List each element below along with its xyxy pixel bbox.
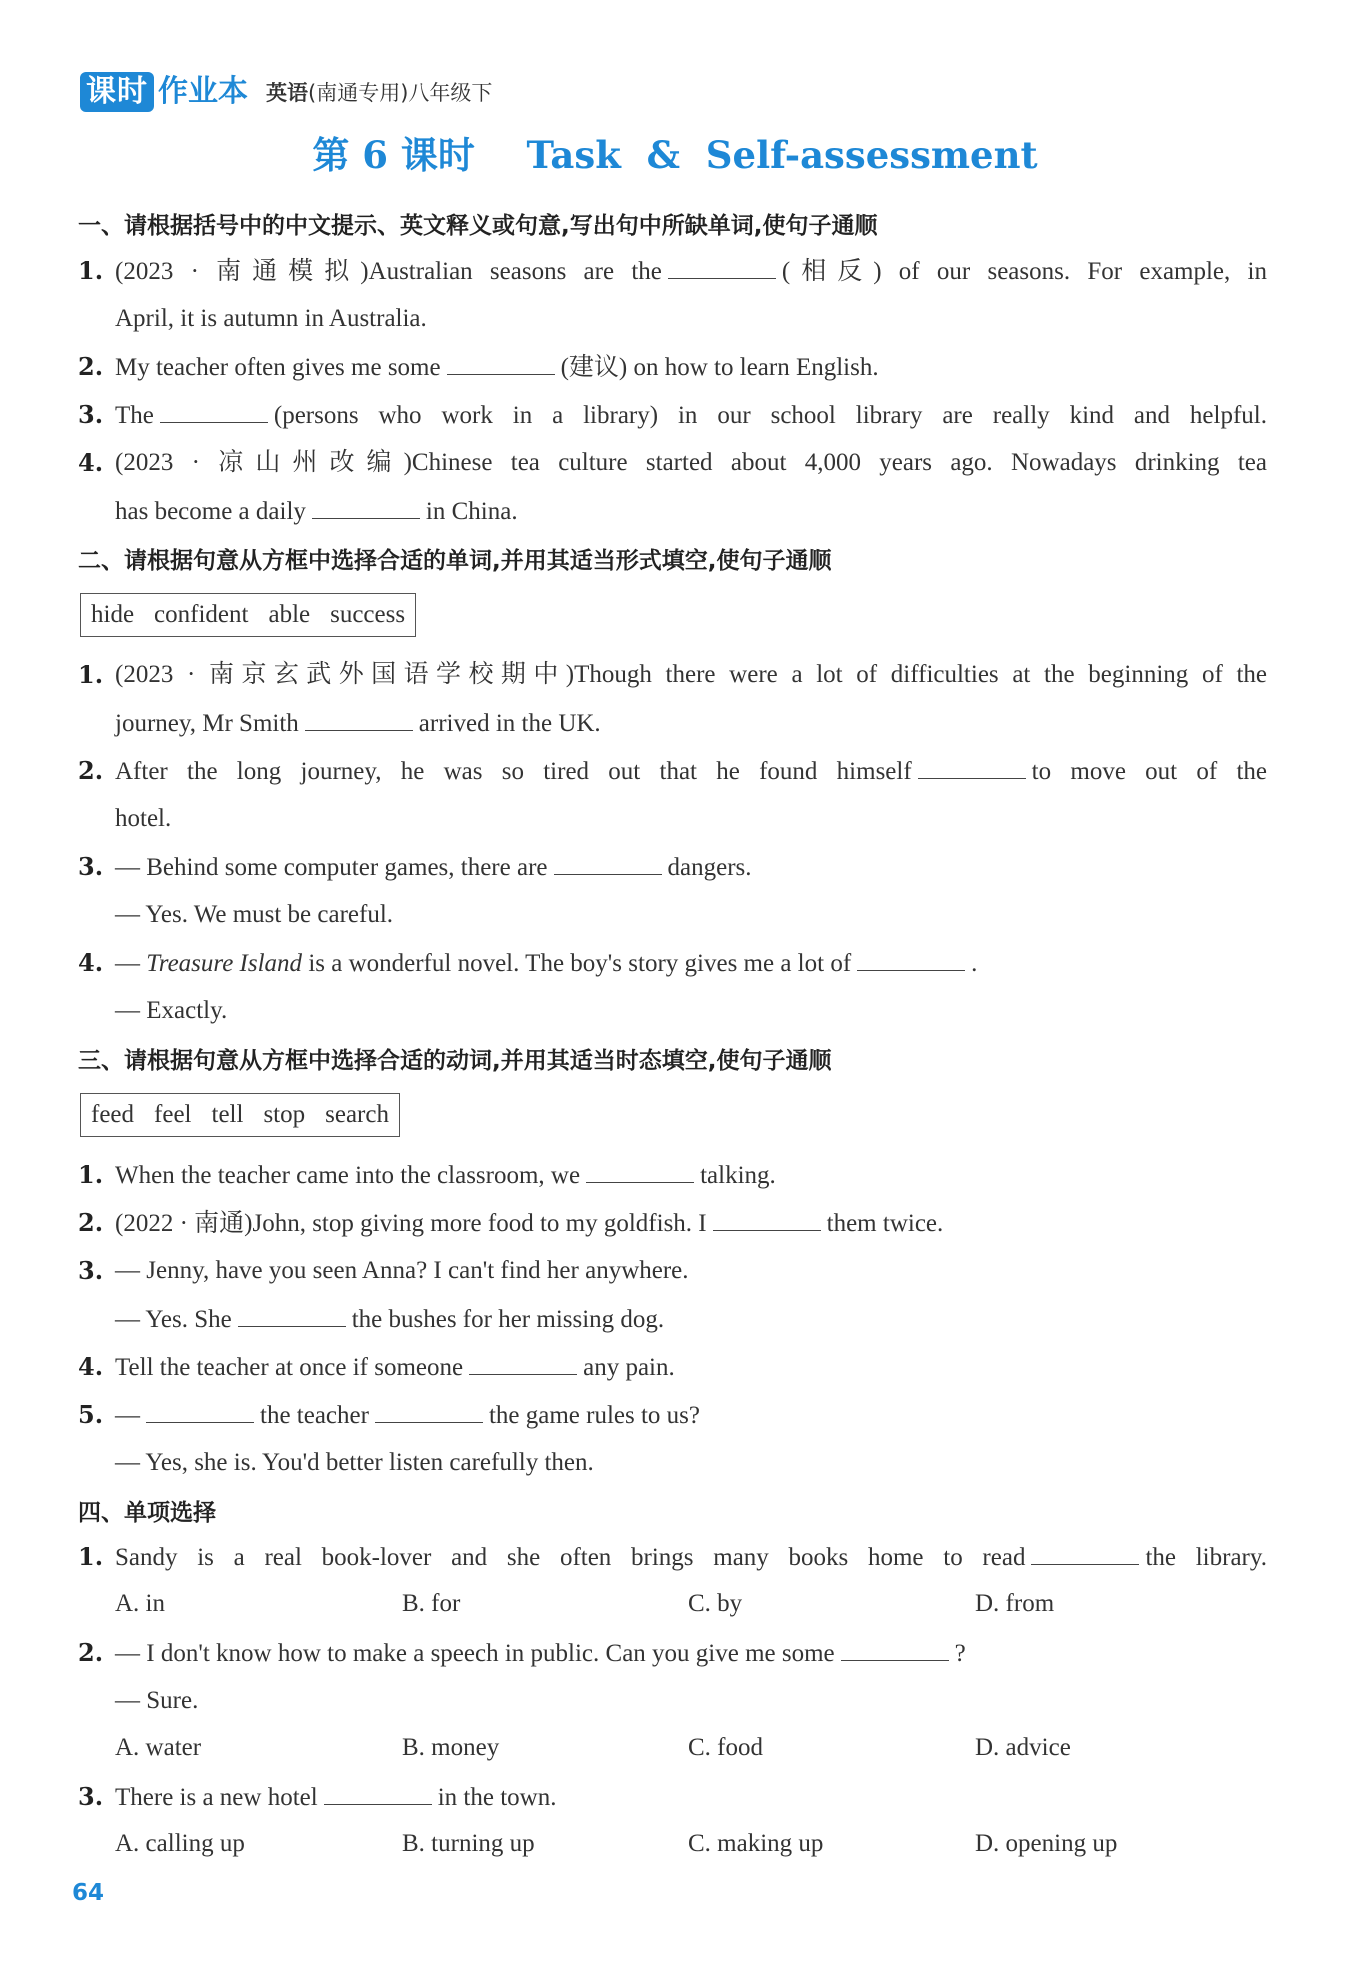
s1-q3-number: 3. (78, 400, 104, 429)
s4-q2-line2: — Sure. (115, 1687, 199, 1714)
logo-text: 作业本 (158, 74, 248, 109)
answer-blank[interactable] (160, 400, 268, 423)
answer-blank[interactable] (1031, 1542, 1139, 1565)
s3-q4-line: Tell the teacher at once if someone any pain. (115, 1354, 675, 1381)
s4-q2-option-c[interactable]: C. food (688, 1734, 763, 1761)
answer-blank[interactable] (375, 1400, 483, 1423)
s1-q1-line1: (2023 · 南通模拟)Australian seasons are the (相反) of our seasons. For example, in (115, 258, 1267, 285)
s2-q2-number: 2. (78, 756, 104, 785)
s1-q2-line: My teacher often gives me some (建议) on how to learn English. (115, 354, 879, 381)
answer-blank[interactable] (586, 1160, 694, 1183)
lesson-title: 第 6 课时 Task & Self-assessment (312, 133, 1038, 177)
s3-q5-number: 5. (78, 1400, 104, 1429)
s4-q3-option-b[interactable]: B. turning up (402, 1830, 535, 1857)
word-option: feel (154, 1101, 192, 1128)
s4-q1-option-d[interactable]: D. from (975, 1590, 1055, 1617)
s2-q1-line2: journey, Mr Smith arrived in the UK. (115, 710, 601, 737)
s3-q1-line: When the teacher came into the classroom, we talking. (115, 1162, 776, 1189)
s4-q3-option-d[interactable]: D. opening up (975, 1830, 1118, 1857)
s4-q1-option-a[interactable]: A. in (115, 1590, 165, 1617)
s4-q2-option-d[interactable]: D. advice (975, 1734, 1071, 1761)
s4-q2-option-b[interactable]: B. money (402, 1734, 500, 1761)
s4-q3-option-c[interactable]: C. making up (688, 1830, 824, 1857)
section-1-heading: 一、请根据括号中的中文提示、英文释义或句意,写出句中所缺单词,使句子通顺 (78, 213, 878, 239)
s2-q4-line2: — Exactly. (115, 997, 228, 1024)
answer-blank[interactable] (713, 1208, 821, 1231)
page-number: 64 (72, 1880, 105, 1906)
answer-blank[interactable] (857, 948, 965, 971)
s1-q4-number: 4. (78, 448, 104, 477)
answer-blank[interactable] (447, 352, 555, 375)
subject-label: 英语(南通专用)八年级下 (266, 81, 493, 105)
answer-blank[interactable] (554, 852, 662, 875)
s2-q1-line1: (2023 · 南京玄武外国语学校期中)Though there were a lot of difficulties at the beginning of the (115, 661, 1267, 688)
word-box-2 (80, 593, 416, 637)
word-option: hide (91, 601, 135, 628)
s3-q4-number: 4. (78, 1352, 104, 1381)
answer-blank[interactable] (146, 1400, 254, 1423)
novel-title: Treasure Island (146, 950, 303, 977)
s2-q3-line2: — Yes. We must be careful. (115, 901, 394, 928)
s2-q3-line1: — Behind some computer games, there are dangers. (115, 854, 752, 881)
s4-q1-line: Sandy is a real book-lover and she often brings many books home to read the library. (115, 1544, 1267, 1571)
s2-q2-line2: hotel. (115, 805, 172, 832)
s3-q3-line2: — Yes. She the bushes for her missing dog. (115, 1306, 665, 1333)
s3-q5-line1: — the teacher the game rules to us? (115, 1402, 701, 1429)
s1-q4-line2: has become a daily in China. (115, 498, 518, 525)
s3-q1-number: 1. (78, 1160, 104, 1189)
s3-q3-line1: — Jenny, have you seen Anna? I can't find her anywhere. (115, 1257, 689, 1284)
answer-blank[interactable] (312, 496, 420, 519)
s1-q1-line2: April, it is autumn in Australia. (115, 305, 427, 332)
s3-q5-line2: — Yes, she is. You'd better listen carefully then. (115, 1449, 594, 1476)
answer-blank[interactable] (841, 1638, 949, 1661)
s4-q1-option-c[interactable]: C. by (688, 1590, 743, 1617)
s4-q2-line1: — I don't know how to make a speech in public. Can you give me some ? (115, 1640, 966, 1667)
section-3-heading: 三、请根据句意从方框中选择合适的动词,并用其适当时态填空,使句子通顺 (78, 1048, 832, 1074)
s2-q1-number: 1. (78, 660, 104, 689)
s1-q4-line1: (2023 · 凉山州改编)Chinese tea culture started about 4,000 years ago. Nowadays drinking tea (115, 449, 1267, 476)
word-option: feed (91, 1101, 135, 1128)
word-option: able (268, 601, 311, 628)
answer-blank[interactable] (668, 256, 776, 279)
s4-q3-option-a[interactable]: A. calling up (115, 1830, 245, 1857)
answer-blank[interactable] (469, 1352, 577, 1375)
s1-q1-number: 1. (78, 256, 104, 285)
answer-blank[interactable] (305, 708, 413, 731)
word-option: confident (154, 601, 249, 628)
word-box-3 (80, 1093, 400, 1137)
word-option: search (325, 1101, 389, 1128)
s3-q2-number: 2. (78, 1208, 104, 1237)
word-option: tell (211, 1101, 244, 1128)
s4-q3-line: There is a new hotel in the town. (115, 1784, 557, 1811)
s2-q4-number: 4. (78, 948, 104, 977)
logo-badge: 课时 (80, 72, 154, 112)
answer-blank[interactable] (918, 756, 1026, 779)
s4-q2-number: 2. (78, 1638, 104, 1667)
s2-q3-number: 3. (78, 852, 104, 881)
word-option: stop (263, 1101, 306, 1128)
s4-q1-number: 1. (78, 1542, 104, 1571)
answer-blank[interactable] (238, 1304, 346, 1327)
answer-blank[interactable] (324, 1782, 432, 1805)
s1-q3-line: The (persons who work in a library) in our school library are really kind and helpful. (115, 402, 1267, 429)
word-option: success (330, 601, 406, 628)
s2-q2-line1: After the long journey, he was so tired out that he found himself to move out of the (115, 758, 1267, 785)
s1-q2-number: 2. (78, 352, 104, 381)
s4-q1-option-b[interactable]: B. for (402, 1590, 461, 1617)
s4-q2-option-a[interactable]: A. water (115, 1734, 202, 1761)
s3-q3-number: 3. (78, 1256, 104, 1285)
s3-q2-line: (2022 · 南通)John, stop giving more food to my goldfish. I them twice. (115, 1210, 944, 1237)
section-4-heading: 四、单项选择 (78, 1500, 216, 1526)
header (80, 62, 492, 112)
s4-q3-number: 3. (78, 1782, 104, 1811)
s2-q4-line1: — Treasure Island is a wonderful novel. The boy's story gives me a lot of . (115, 950, 978, 977)
section-2-heading: 二、请根据句意从方框中选择合适的单词,并用其适当形式填空,使句子通顺 (78, 548, 832, 574)
